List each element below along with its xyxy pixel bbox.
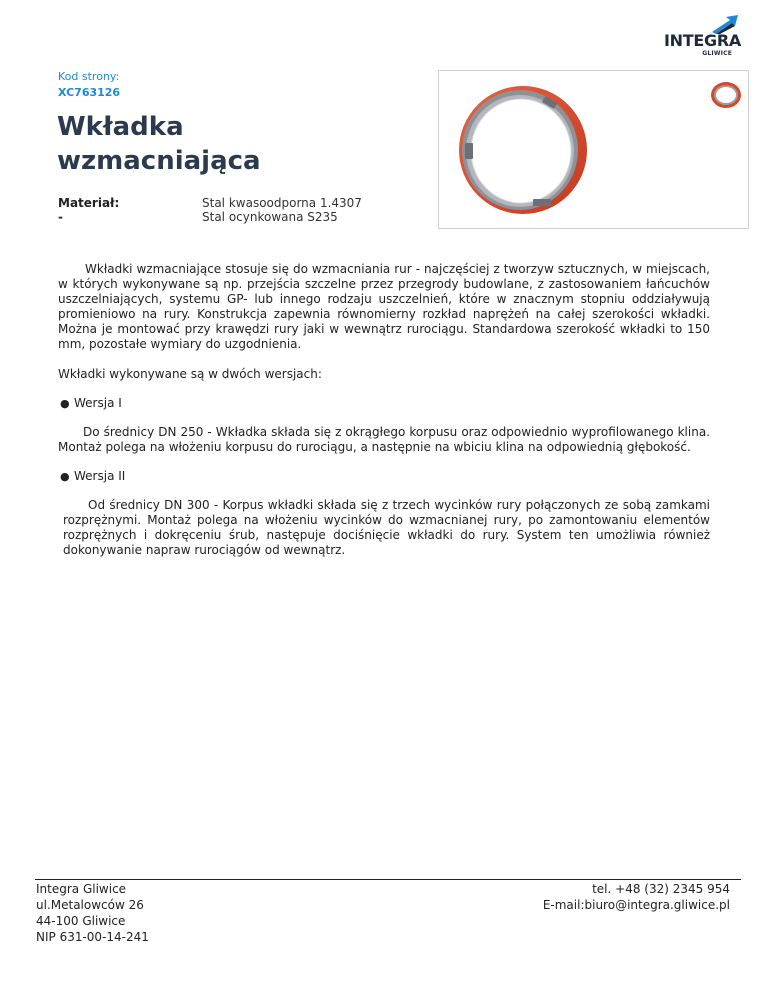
footer-contact	[543, 881, 730, 913]
version-1-item	[58, 396, 710, 411]
logo-sub: GLIWICE	[702, 50, 732, 57]
bullet-icon: ●	[60, 397, 70, 410]
footer-divider	[35, 879, 741, 880]
page-code-label: Kod strony:	[58, 70, 120, 83]
material-values	[202, 196, 362, 224]
title-line-2: wzmacniająca	[57, 146, 261, 176]
page-title	[57, 110, 357, 178]
product-image	[438, 70, 749, 229]
title-line-1: Wkładka	[57, 112, 184, 142]
page-code-value: XC763126	[58, 86, 121, 99]
version-2-label: Wersja II	[74, 469, 126, 483]
material-label	[58, 196, 158, 224]
version-1-label: Wersja I	[74, 396, 122, 410]
footer-company: Integra Gliwice	[36, 882, 127, 896]
description	[58, 262, 710, 572]
reinforcement-ring-image	[439, 71, 750, 230]
material-value: Stal kwasoodporna 1.4307	[202, 196, 362, 210]
footer-city: 44-100 Gliwice	[36, 914, 126, 928]
footer-nip: NIP 631-00-14-241	[36, 930, 149, 944]
bullet-icon: ●	[60, 470, 70, 483]
material-dash: -	[58, 210, 63, 224]
material-value: Stal ocynkowana S235	[202, 210, 338, 224]
material-label-text: Materiał:	[58, 196, 120, 210]
version-2-text: Od średnicy DN 300 - Korpus wkładki składa się z trzech wycinków rury połączonych ze sobą zamkami rozprężnymi. Montaż polega na włożeniu wycinków do wzmacnianej rury, po zamontowaniu elementów rozprężnych i dokręceniu śrub, następuje dociśnięcie wkładki do rury. System ten umożliwia również dokonywanie napraw rurociągów od wewnątrz.	[63, 498, 710, 557]
footer-address	[36, 881, 149, 945]
intro-paragraph: Wkładki wzmacniające stosuje się do wzmacniania rur - najczęściej z tworzyw sztucznych, w miejscach, w których wykonywane są np. przejścia szczelne przez przegrody budowlane, z zastosowaniem łańcuchów uszczelniających, systemu GP- lub innego rodzaju uszczelnień, które w znacznym stopniu oddziaływują promieniowo na rury. Konstrukcja zapewnia równomierny rozkład naprężeń na całej szerokości wkładki. Można je montować przy krawędzi rury jaki w wewnątrz rurociągu. Standardowa szerokość wkładki to 150 mm, pozostałe wymiary do uzgodnienia.	[58, 262, 710, 351]
version-1-text: Do średnicy DN 250 - Wkładka składa się z okrągłego korpusu oraz odpowiednio wyprofilowanego klina. Montaż polega na włożeniu korpusu do rurociągu, a następnie na wbiciu klina na odpowiednią głębokość.	[58, 425, 710, 454]
integra-logo	[660, 14, 742, 60]
logo-word: INTEGRA	[664, 31, 741, 50]
footer-phone: tel. +48 (32) 2345 954	[592, 882, 730, 896]
version-2-item	[58, 469, 710, 484]
footer-street: ul.Metalowców 26	[36, 898, 144, 912]
footer-email: E-mail:biuro@integra.gliwice.pl	[542, 898, 730, 912]
versions-intro: Wkładki wykonywane są w dwóch wersjach:	[58, 367, 322, 381]
